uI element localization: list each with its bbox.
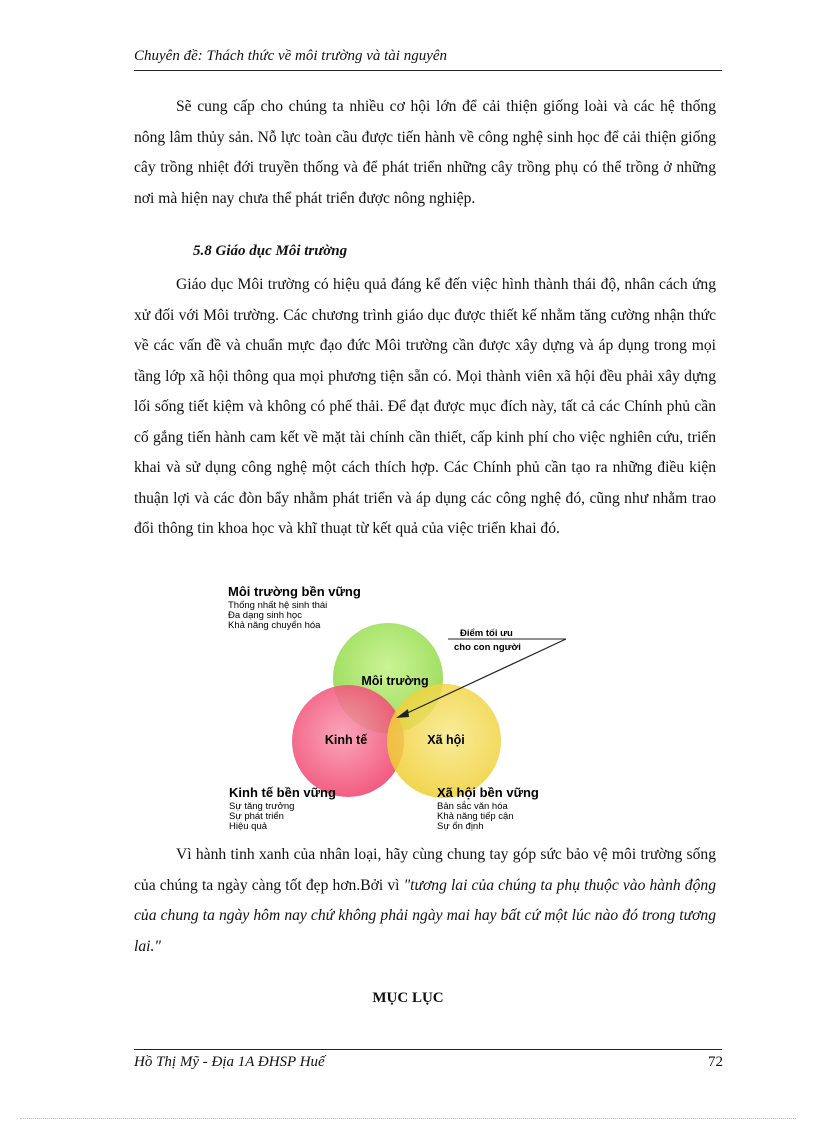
footer-author: Hồ Thị Mỹ - Địa 1A ĐHSP Huế	[134, 1054, 325, 1070]
env-title: Môi trường bền vững	[228, 584, 361, 599]
paragraph-3-text: Vì hành tinh xanh của nhân loại, hãy cùng chung tay góp sức bảo vệ môi trường sống của chúng ta ngày càng tốt đẹp hơn.Bởi vì	[134, 846, 716, 894]
paragraph-2: Giáo dục Môi trường có hiệu quả đáng kể đến việc hình thành thái độ, nhân cách ứng xử đối với Môi trường. Các chương trình giáo dục được thiết kế nhằm tăng cường nhận thức về các vấn đề và chuẩn mực đạo đức Môi trường cần được xây dựng và áp dụng trong mọi tầng lớp xã hội thông qua mọi phương tiện sẵn có. Mọi thành viên xã hội đều phải xây dựng lối sống tiết kiệm và không có phế thải. Để đạt được mục đích này, tất cả các Chính phủ cần cố gắng tiến hành cam kết về mặt tài chính cần thiết, cấp kinh phí cho việc nghiên cứu, triển khai và sử dụng công nghệ một cách thích hợp. Các Chính phủ cần tạo ra những điều kiện thuận lợi và các đòn bẩy nhằm phát triển và áp dụng các công nghệ đó, cũng như nhằm trao đổi thông tin khoa học và khĩ thuạt từ kết quả của việc triển khai đó.	[134, 276, 716, 537]
header-rule	[134, 70, 722, 71]
paragraph-1: Sẽ cung cấp cho chúng ta nhiều cơ hội lớn để cải thiện giống loài và các hệ thống nông lâm thủy sản. Nỗ lực toàn cầu được tiến hành về công nghệ sinh học để cải thiện giống cây trồng nhiệt đới truyền thống và để phát triển những cây trồng phụ có thể trồng ở những nơi mà hiện nay chưa thể phát triển được nông nghiệp.	[134, 98, 716, 207]
env-item: Khả năng chuyển hóa	[228, 620, 321, 631]
soc-item: Bản sắc văn hóa	[437, 801, 508, 812]
page-bottom-dots	[20, 1118, 796, 1119]
econ-item: Hiệu quả	[229, 821, 268, 832]
page-header: Chuyên đề: Thách thức về môi trường và tài nguyên	[134, 48, 448, 64]
circle-environment-label: Môi trường	[361, 674, 429, 688]
toc-title: MỤC LỤC	[372, 990, 444, 1006]
optimal-label-line1: Điểm tối ưu	[460, 628, 513, 639]
soc-title: Xã hội bền vững	[437, 785, 539, 800]
page-number: 72	[708, 1054, 723, 1070]
env-item: Đa dạng sinh học	[228, 610, 302, 621]
venn-diagram	[220, 575, 600, 835]
section-heading: 5.8 Giáo dục Môi trường	[193, 243, 348, 259]
circle-society-label: Xã hội	[427, 733, 465, 747]
optimal-label-line2: cho con người	[454, 642, 521, 653]
circle-economy-label: Kinh tế	[324, 733, 368, 747]
footer-rule	[134, 1049, 722, 1050]
paragraph-3	[134, 840, 716, 962]
soc-item: Sự ổn định	[437, 821, 484, 832]
econ-item: Sự phát triển	[229, 811, 284, 822]
paragraph-3-quote: "tương lai của chúng ta phụ thuộc vào hành động của chung ta ngày hôm nay chứ không phải ngày mai hay bất cứ một lúc nào đó trong tương lai."	[134, 876, 716, 955]
econ-title: Kinh tế bền vững	[229, 785, 336, 800]
econ-item: Sự tăng trưởng	[229, 801, 295, 812]
env-item: Thống nhất hệ sinh thái	[228, 600, 328, 611]
soc-item: Khả năng tiếp cận	[437, 811, 514, 822]
